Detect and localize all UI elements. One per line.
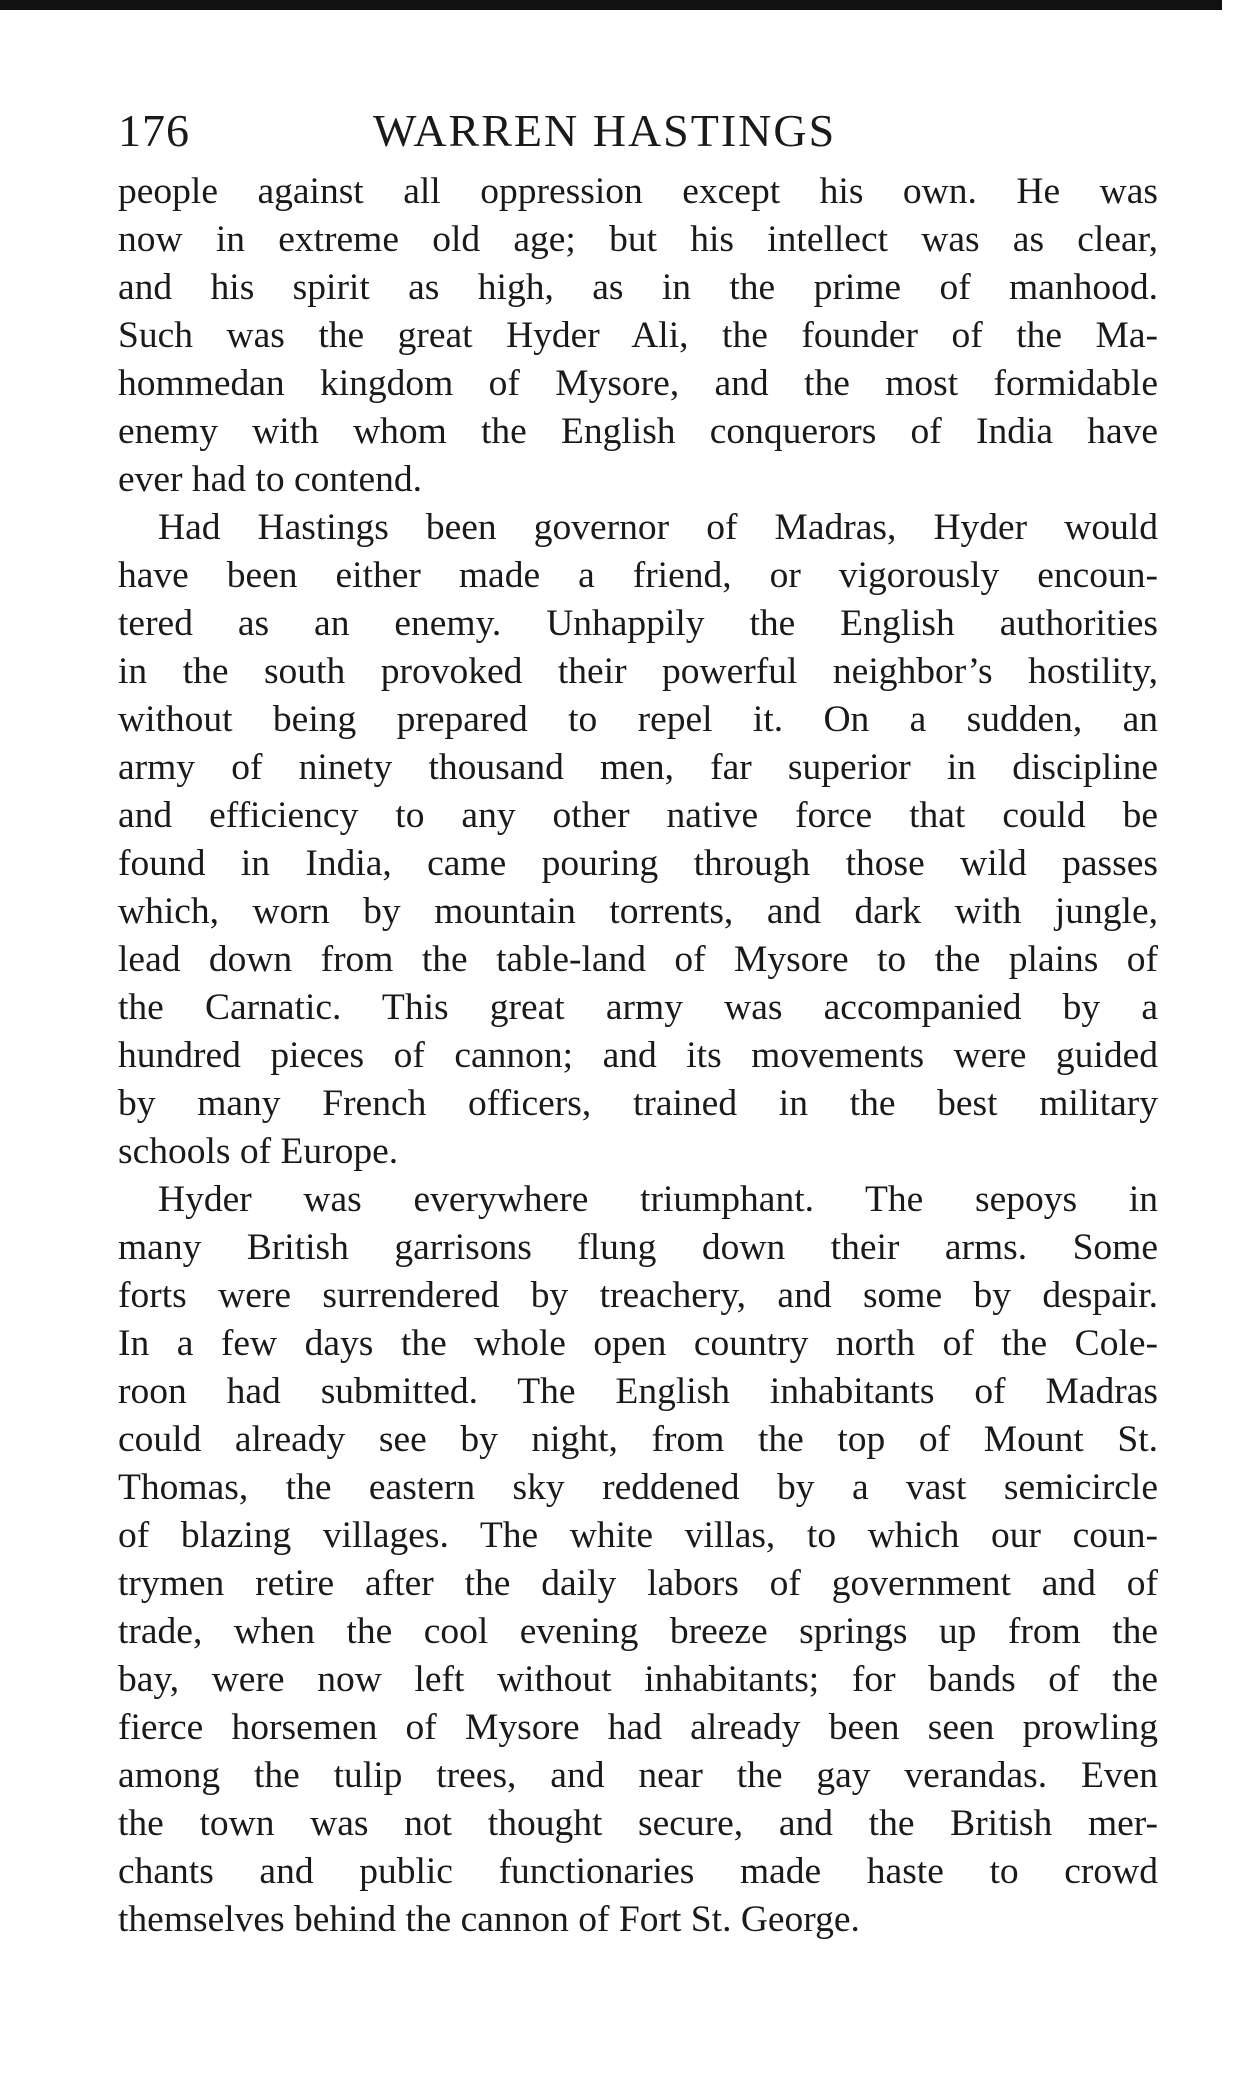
text-line: hommedan kingdom of Mysore, and the most formidable [118, 363, 1158, 404]
book-page [118, 100, 1158, 1944]
text-line: Such was the great Hyder Ali, the founder of the Ma- [118, 315, 1158, 356]
text-line: by many French officers, trained in the best military [118, 1083, 1158, 1124]
text-line: in the south provoked their powerful neighbor’s hostility, [118, 651, 1158, 692]
text-line: and his spirit as high, as in the prime of manhood. [118, 267, 1158, 308]
text-line: fierce horsemen of Mysore had already been seen prowling [118, 1707, 1158, 1748]
text-line: Had Hastings been governor of Madras, Hyder would [158, 507, 1158, 548]
text-line: found in India, came pouring through those wild passes [118, 843, 1158, 884]
text-line: the Carnatic. This great army was accompanied by a [118, 987, 1158, 1028]
page-number: 176 [118, 105, 190, 156]
text-line: of blazing villages. The white villas, to which our coun- [118, 1515, 1158, 1556]
text-line: trade, when the cool evening breeze springs up from the [118, 1611, 1158, 1652]
text-line: people against all oppression except his own. He was [118, 171, 1158, 212]
text-line: enemy with whom the English conquerors of India have [118, 411, 1158, 452]
text-line: and efficiency to any other native force that could be [118, 795, 1158, 836]
text-line: the town was not thought secure, and the British mer- [118, 1803, 1158, 1844]
text-line: many British garrisons flung down their arms. Some [118, 1227, 1158, 1268]
running-head: WARREN HASTINGS [373, 105, 837, 156]
text-line: have been either made a friend, or vigorously encoun- [118, 555, 1158, 596]
text-line: now in extreme old age; but his intellect was as clear, [118, 219, 1158, 260]
text-line: themselves behind the cannon of Fort St. George. [118, 1899, 860, 1940]
text-line: hundred pieces of cannon; and its movements were guided [118, 1035, 1158, 1076]
text-line: In a few days the whole open country north of the Cole- [118, 1323, 1158, 1364]
text-line: forts were surrendered by treachery, and some by despair. [118, 1275, 1158, 1316]
text-line: without being prepared to repel it. On a sudden, an [118, 699, 1158, 740]
text-line: trymen retire after the daily labors of government and of [118, 1563, 1158, 1604]
text-line: bay, were now left without inhabitants; for bands of the [118, 1659, 1158, 1700]
text-line: which, worn by mountain torrents, and dark with jungle, [118, 891, 1158, 932]
paragraph-3 [118, 1176, 1158, 1944]
text-line: army of ninety thousand men, far superior in discipline [118, 747, 1158, 788]
paragraph-2 [118, 504, 1158, 1176]
text-line: lead down from the table-land of Mysore to the plains of [118, 939, 1158, 980]
text-line: could already see by night, from the top of Mount St. [118, 1419, 1158, 1460]
text-line: roon had submitted. The English inhabitants of Madras [118, 1371, 1158, 1412]
text-line: Thomas, the eastern sky reddened by a vast semicircle [118, 1467, 1158, 1508]
text-line: ever had to contend. [118, 459, 423, 500]
paragraph-1 [118, 168, 1158, 504]
top-rule [0, 0, 1222, 10]
text-line: among the tulip trees, and near the gay verandas. Even [118, 1755, 1158, 1796]
text-line: schools of Europe. [118, 1131, 399, 1172]
page-header [118, 100, 1158, 162]
text-line: chants and public functionaries made haste to crowd [118, 1851, 1158, 1892]
text-line: tered as an enemy. Unhappily the English authorities [118, 603, 1158, 644]
text-line: Hyder was everywhere triumphant. The sepoys in [158, 1179, 1158, 1220]
